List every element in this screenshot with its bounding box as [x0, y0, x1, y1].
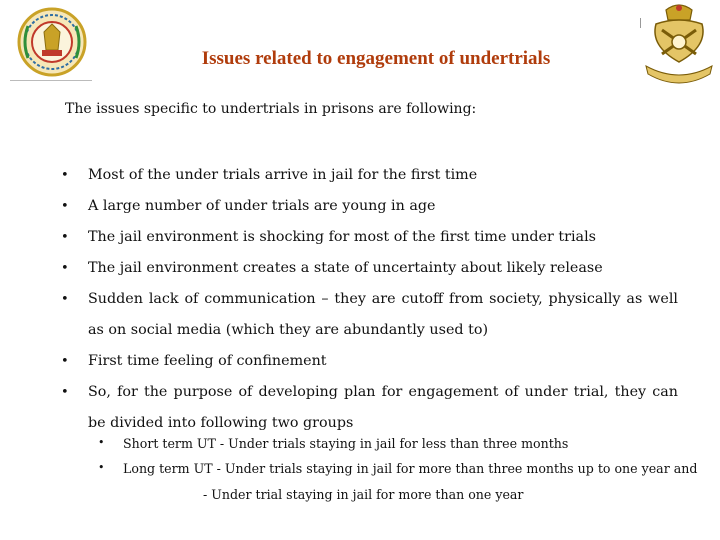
- list-item: [58, 222, 678, 253]
- police-emblem-icon: [640, 2, 718, 92]
- list-item: [58, 346, 678, 377]
- sub-bullet-text: Long term UT - Under trials staying in jail for more than three months up to one year and: [123, 461, 698, 476]
- bullet-text: The jail environment is shocking for most of the first time under trials: [88, 229, 596, 245]
- bullet-text: Most of the under trials arrive in jail for the first time: [88, 167, 478, 183]
- bullet-text: A large number of under trials are young in age: [88, 198, 436, 214]
- sub-bullet-continuation: - Under trial staying in jail for more than one year: [203, 487, 524, 502]
- bullet-icon: •: [61, 292, 69, 307]
- bullet-text: The jail environment creates a state of uncertainty about likely release: [88, 260, 603, 276]
- bullet-text: First time feeling of confinement: [88, 353, 327, 369]
- list-item: [58, 284, 678, 346]
- bullet-icon: •: [61, 385, 69, 400]
- police-emblem-logo: [640, 2, 718, 92]
- bullet-icon: •: [61, 230, 69, 245]
- list-item: [58, 160, 678, 191]
- logo-divider: [10, 80, 92, 81]
- bullet-icon: •: [61, 168, 69, 183]
- bullet-text: Sudden lack of communication – they are cutoff from society, physically as well as on social media (which they are abundantly used to): [88, 291, 678, 338]
- bullet-icon: •: [61, 261, 69, 276]
- bullet-list: [58, 160, 678, 439]
- bullet-icon: •: [61, 199, 69, 214]
- intro-text: The issues specific to undertrials in prisons are following:: [65, 101, 477, 117]
- slide-title-text: Issues related to engagement of undertrials: [201, 48, 551, 69]
- bullet-icon: •: [61, 354, 69, 369]
- slide-title: [0, 48, 720, 70]
- sub-bullet-icon: •: [98, 461, 105, 474]
- list-item: [58, 253, 678, 284]
- list-item: [58, 377, 678, 439]
- sub-bullet-text: Short term UT - Under trials staying in jail for less than three months: [123, 436, 569, 451]
- sub-bullet-icon: •: [98, 436, 105, 449]
- bullet-text: So, for the purpose of developing plan for engagement of under trial, they can be divided into following two groups: [88, 384, 678, 431]
- list-item: [58, 191, 678, 222]
